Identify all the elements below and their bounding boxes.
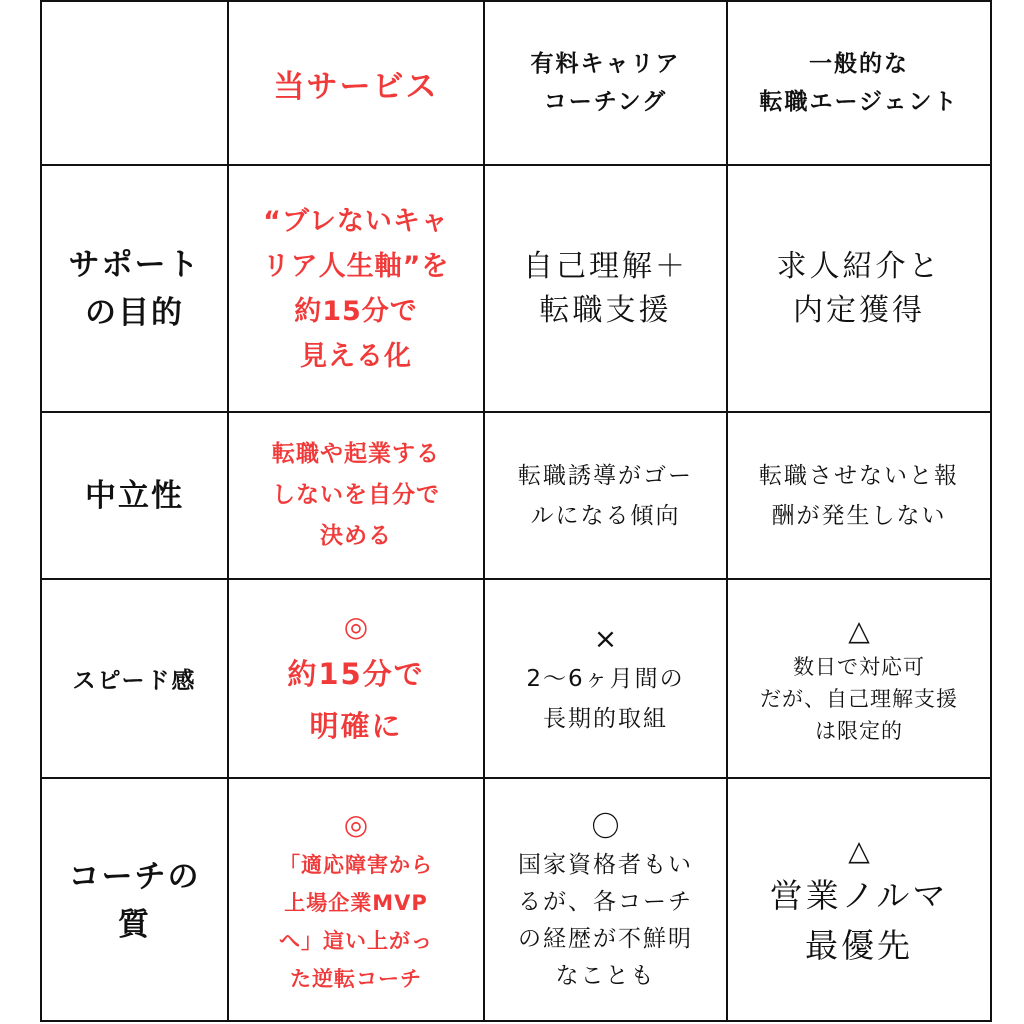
cell-text-line: しないを自分で <box>272 482 440 508</box>
cell-text-line: 2〜6ヶ月間の <box>526 665 685 692</box>
header-paid-coaching <box>485 0 728 164</box>
cross-icon: × <box>593 621 618 655</box>
cell-text-line: 営業ノルマ <box>769 875 949 915</box>
cell-text-line: 転職支援 <box>539 292 672 328</box>
cell-text-line: 「適応障害から <box>279 852 433 877</box>
cell-text-line: た逆転コーチ <box>290 966 422 991</box>
cell-text-line: 上場企業MVP <box>284 890 428 915</box>
header-paid-coaching-line: コーチング <box>543 89 668 115</box>
quality-paid-coaching <box>485 777 728 1022</box>
cell-text-line: 長期的取組 <box>543 705 668 732</box>
speed-paid-coaching <box>485 578 728 777</box>
cell-text-line: 明確に <box>309 708 403 743</box>
cell-text-line: 酬が発生しない <box>771 502 947 529</box>
cell-text-line: 約15分で <box>287 656 425 691</box>
cell-text-line: 求人紹介と <box>776 248 942 284</box>
header-general-agent-line: 転職エージェント <box>759 89 959 115</box>
purpose-general-agent <box>728 164 992 411</box>
cell-text-line: 内定獲得 <box>793 292 925 328</box>
row-label-line: コーチの <box>68 858 201 895</box>
cell-text-line: ルになる傾向 <box>530 502 681 529</box>
cell-text-line: 転職や起業する <box>272 441 440 467</box>
cell-text-line: 決める <box>320 523 392 549</box>
cell-text-line: なことも <box>555 962 656 989</box>
speed-general-agent <box>728 578 992 777</box>
cell-text-line: 約15分で <box>294 295 418 327</box>
header-general-agent <box>728 0 992 164</box>
double-circle-icon: ◎ <box>343 609 369 643</box>
header-paid-coaching-line: 有料キャリア <box>530 51 681 77</box>
header-general-agent-line: 一般的な <box>809 51 909 77</box>
cell-text-line: は限定的 <box>815 718 903 743</box>
cell-text-line: へ」這い上がっ <box>279 928 433 953</box>
row-label-quality <box>42 777 229 1022</box>
triangle-icon: △ <box>848 613 870 647</box>
row-label-speed <box>42 578 229 777</box>
triangle-icon: △ <box>848 833 870 867</box>
neutrality-our-service <box>229 411 485 578</box>
row-label-purpose <box>42 164 229 411</box>
cell-text-line: リア人生軸”を <box>262 250 450 282</box>
cell-text-line: 自己理解＋ <box>523 248 688 284</box>
quality-general-agent <box>728 777 992 1022</box>
circle-icon: 〇 <box>591 809 620 843</box>
cell-text-line: 転職させないと報 <box>759 462 959 489</box>
cell-text-line: の経歴が不鮮明 <box>518 925 693 952</box>
cell-text-line: 数日で対応可 <box>793 654 925 679</box>
row-label-line: スピード感 <box>72 668 197 694</box>
purpose-our-service <box>229 164 485 411</box>
double-circle-icon: ◎ <box>343 807 369 841</box>
speed-our-service <box>229 578 485 777</box>
header-our-service <box>229 0 485 164</box>
cell-text-line: だが、自己理解支援 <box>760 686 958 711</box>
row-label-line: の目的 <box>85 294 184 331</box>
header-empty-cell <box>42 0 229 164</box>
cell-text-line: 国家資格者もい <box>518 851 693 878</box>
comparison-table <box>40 0 990 1022</box>
cell-text-line: “ブレないキャ <box>263 205 449 237</box>
cell-text-line: るが、各コーチ <box>518 888 693 915</box>
purpose-paid-coaching <box>485 164 728 411</box>
cell-text-line: 見える化 <box>300 340 412 372</box>
quality-our-service <box>229 777 485 1022</box>
row-label-line: サポート <box>68 246 201 283</box>
cell-text-line: 最優先 <box>805 925 913 965</box>
row-label-neutrality <box>42 411 229 578</box>
cell-text-line: 転職誘導がゴー <box>518 462 693 489</box>
header-our-service-label: 当サービス <box>273 68 439 105</box>
neutrality-paid-coaching <box>485 411 728 578</box>
row-label-line: 中立性 <box>85 477 184 514</box>
row-label-line: 質 <box>118 906 151 943</box>
neutrality-general-agent <box>728 411 992 578</box>
